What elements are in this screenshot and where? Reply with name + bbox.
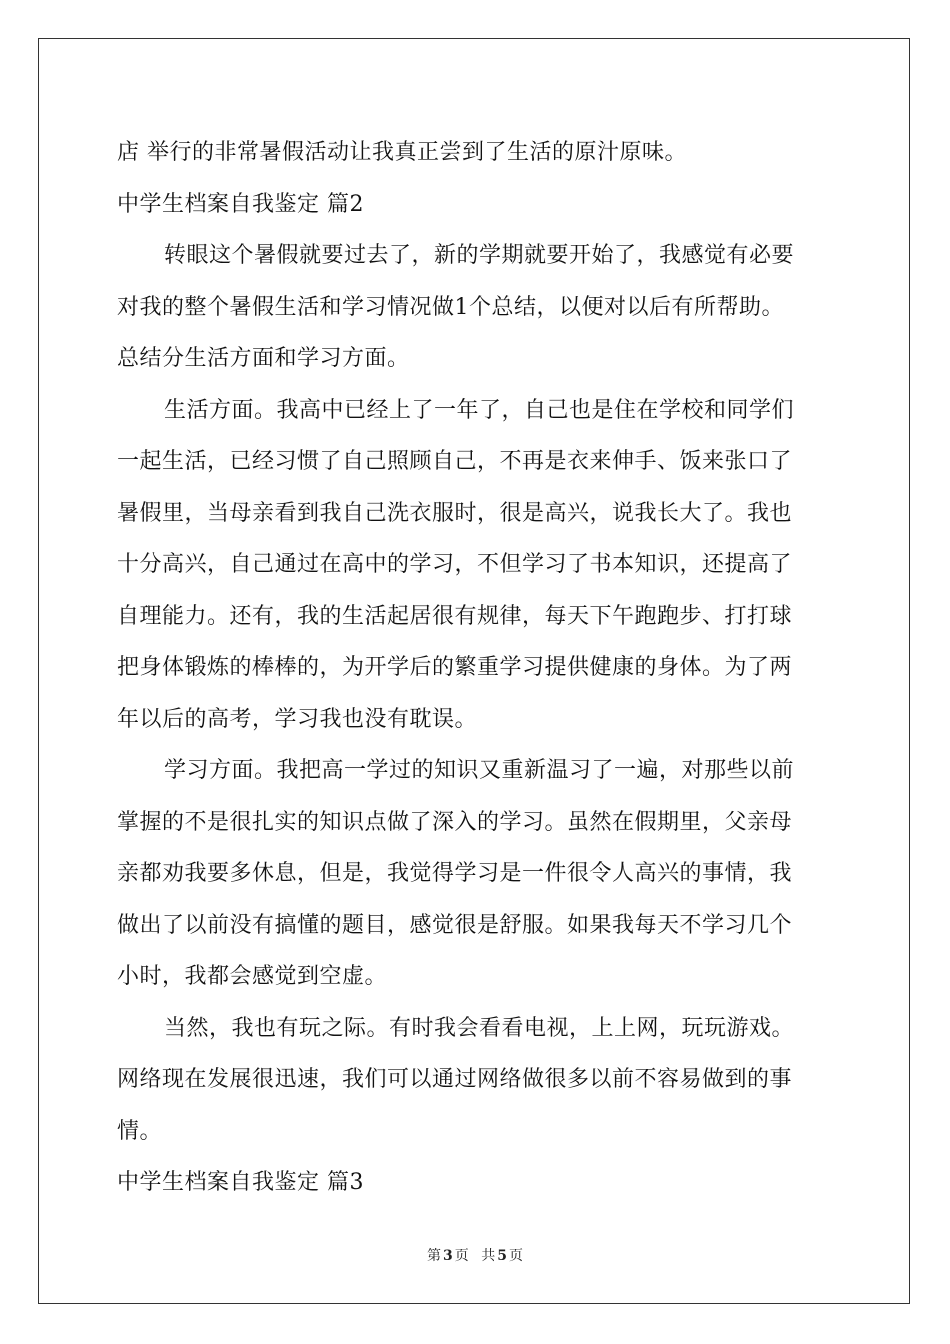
text-line: 当然，我也有玩之际。有时我会看看电视，上上网，玩玩游戏。: [164, 1015, 795, 1041]
page-indicator: [425, 1248, 471, 1264]
section-heading: 中学生档案自我鉴定 篇2: [117, 191, 364, 217]
text-line: 小时，我都会感觉到空虚。: [117, 964, 388, 989]
total-prefix: 共: [481, 1248, 496, 1264]
page-number: 3: [443, 1248, 453, 1264]
total-indicator: [479, 1248, 525, 1264]
text-line: 店 举行的非常暑假活动让我真正尝到了生活的原汁原味。: [117, 140, 687, 165]
text-line: 掌握的不是很扎实的知识点做了深入的学习。虽然在假期里，父亲母: [117, 809, 793, 835]
text-line: 生活方面。我高中已经上了一年了，自己也是住在学校和同学们: [164, 397, 795, 423]
page-prefix: 第: [427, 1248, 442, 1264]
text-line: 十分高兴，自己通过在高中的学习，不但学习了书本知识，还提高了: [117, 552, 793, 577]
section-heading: 中学生档案自我鉴定 篇3: [117, 1170, 364, 1195]
text-line: 对我的整个暑假生活和学习情况做1个总结，以便对以后有所帮助。: [117, 294, 784, 320]
text-line: 把身体锻炼的棒棒的，为开学后的繁重学习提供健康的身体。为了两: [117, 655, 793, 680]
text-line: 亲都劝我要多休息，但是，我觉得学习是一件很令人高兴的事情，我: [117, 861, 793, 886]
text-line: 做出了以前没有搞懂的题目，感觉很是舒服。如果我每天不学习几个: [117, 912, 793, 938]
text-line: 总结分生活方面和学习方面。: [117, 346, 410, 371]
text-line: 学习方面。我把高一学过的知识又重新温习了一遍，对那些以前: [164, 758, 795, 783]
document-body: [117, 127, 833, 1209]
text-line: 暑假里，当母亲看到我自己洗衣服时，很是高兴，说我长大了。我也: [117, 500, 793, 526]
text-line: 一起生活，已经习惯了自己照顾自己，不再是衣来伸手、饭来张口了: [117, 449, 793, 474]
text-line: 年以后的高考，学习我也没有耽误。: [117, 706, 478, 732]
page-suffix: 页: [454, 1248, 469, 1264]
total-number: 5: [497, 1248, 507, 1264]
text-line: 自理能力。还有，我的生活起居很有规律，每天下午跑跑步、打打球: [117, 603, 793, 629]
total-suffix: 页: [508, 1248, 523, 1264]
text-line: 情。: [117, 1118, 163, 1144]
text-line: 转眼这个暑假就要过去了，新的学期就要开始了，我感觉有必要: [164, 243, 795, 268]
text-line: 网络现在发展很迅速，我们可以通过网络做很多以前不容易做到的事: [117, 1067, 793, 1092]
page-footer: [0, 1247, 950, 1265]
